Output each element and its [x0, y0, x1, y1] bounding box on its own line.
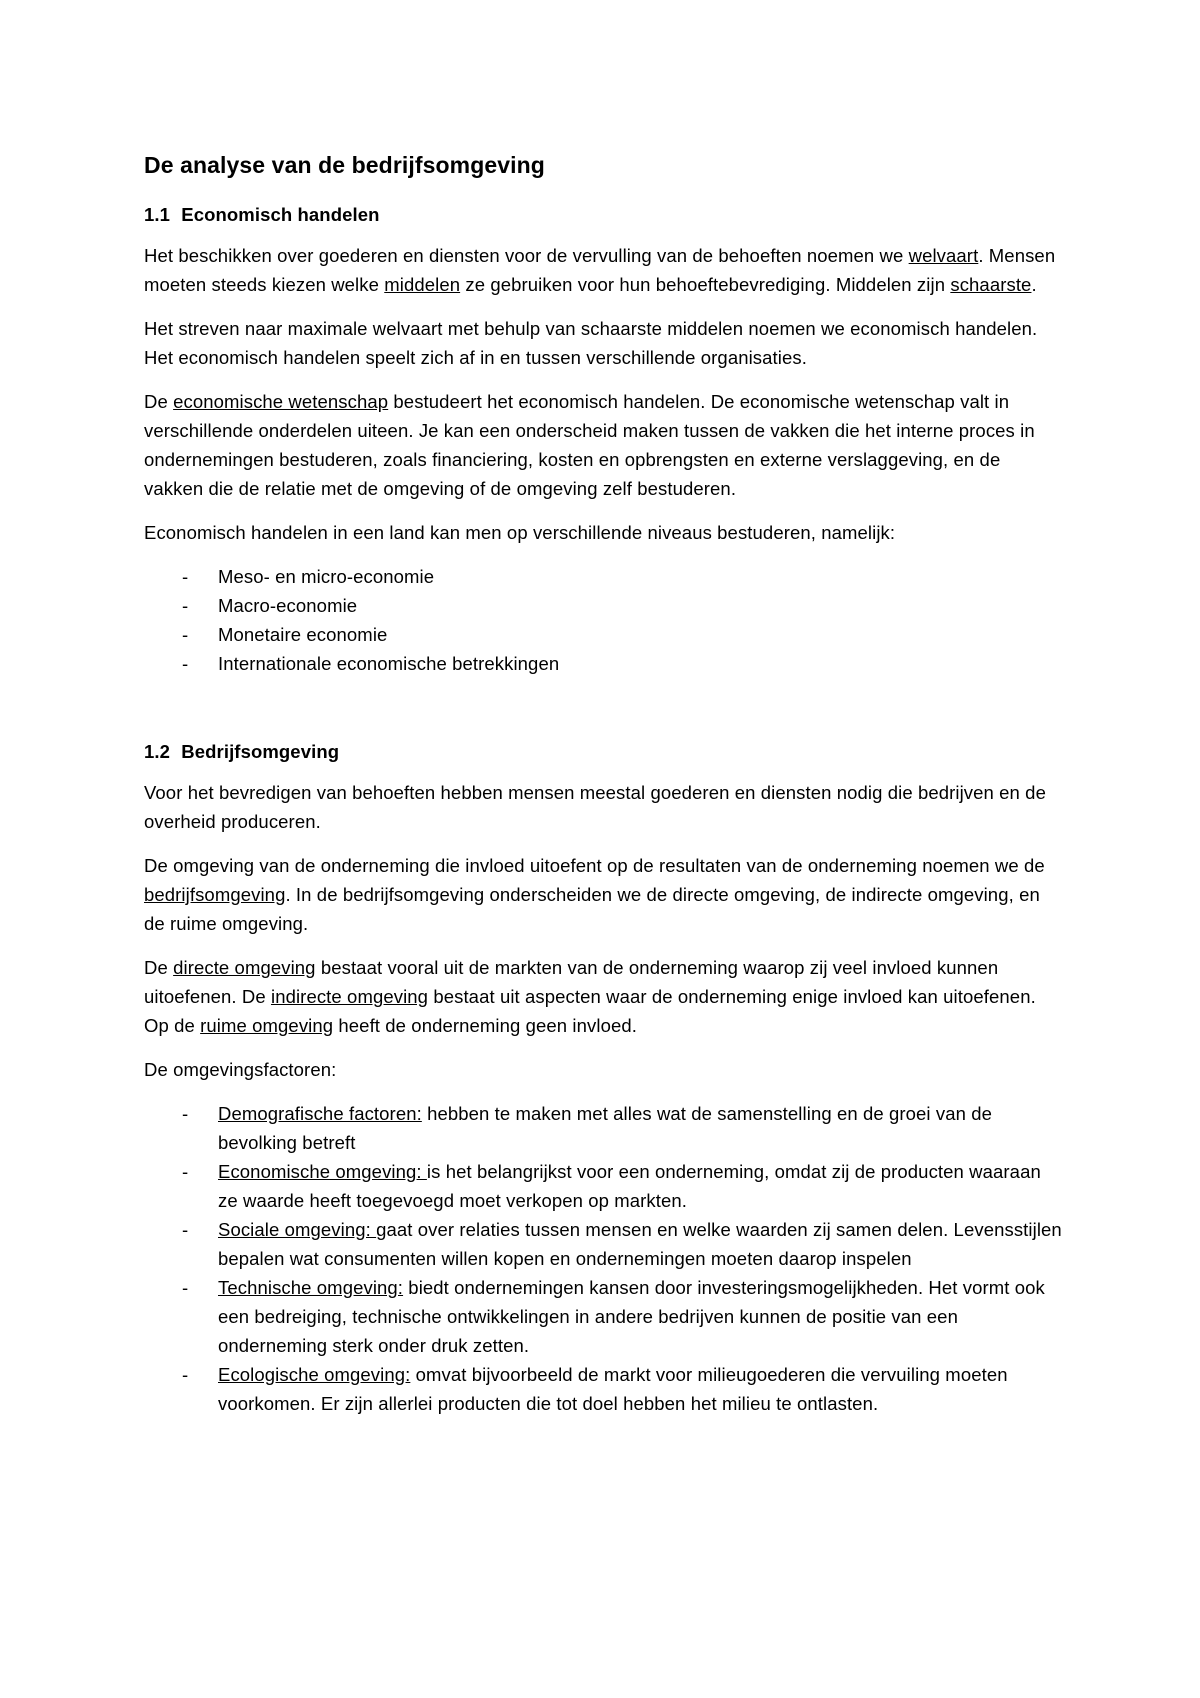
text-run: Het beschikken over goederen en diensten voor de vervulling van de behoeften noemen we	[144, 245, 909, 266]
section-spacer	[144, 693, 1064, 737]
bullet-dash: -	[182, 1103, 189, 1124]
paragraph-omgevingen	[144, 953, 1064, 1040]
text-run: . Mensen moeten steeds kiezen welke	[144, 245, 1056, 295]
bullet-dash: -	[182, 1219, 189, 1240]
text-run: . In de bedrijfsomgeving onderscheiden we de directe omgeving, de indirecte omgeving, en de ruime omgeving.	[144, 884, 1040, 934]
section-number: 1.2	[144, 741, 171, 762]
factor-term: Economische omgeving:	[218, 1161, 427, 1182]
bullet-dash: -	[182, 595, 189, 616]
underlined-term: schaarste	[950, 274, 1032, 295]
list-item-text: Internationale economische betrekkingen	[218, 653, 560, 674]
underlined-term: indirecte omgeving	[270, 986, 429, 1007]
text-run: De omgeving van de onderneming die invloed uitoefent op de resultaten van de onderneming noemen we de	[144, 855, 1045, 876]
factors-list	[144, 1099, 1064, 1418]
section-heading-1-1	[144, 200, 1064, 229]
text-run: De	[144, 391, 174, 412]
underlined-term: economische wetenschap	[173, 391, 389, 412]
text-run: De	[144, 957, 174, 978]
underlined-term: bedrijfsomgeving	[144, 884, 286, 905]
bullet-dash: -	[182, 653, 189, 674]
list-item	[144, 1157, 1064, 1215]
levels-list	[144, 562, 1064, 678]
factor-text: biedt ondernemingen kansen door investeringsmogelijkheden. Het vormt ook een bedreiging, technische ontwikkelingen in andere bedrijven kunnen de positie van een onderneming sterk onder druk zetten.	[218, 1277, 1045, 1356]
factor-text: gaat over relaties tussen mensen en welke waarden zij samen delen. Levensstijlen bepalen wat consumenten willen kopen en ondernemingen moeten daarop inspelen	[218, 1219, 1062, 1269]
paragraph-economisch-handelen: Het streven naar maximale welvaart met behulp van schaarste middelen noemen we economisch handelen. Het economisch handelen speelt zich af in en tussen verschillende organisaties.	[144, 318, 1038, 368]
underlined-term: ruime omgeving	[200, 1015, 334, 1036]
factor-term: Technische omgeving:	[218, 1277, 404, 1298]
list-item	[144, 1273, 1064, 1360]
list-item	[144, 649, 1064, 678]
paragraph-behoeften: Voor het bevredigen van behoeften hebben mensen meestal goederen en diensten nodig die bedrijven en de overheid produceren.	[144, 782, 1046, 832]
factor-text: is het belangrijkst voor een onderneming, omdat zij de producten waaraan ze waarde heeft toegevoegd moet verkopen op markten.	[218, 1161, 1041, 1211]
bullet-dash: -	[182, 624, 189, 645]
list-item-text: Monetaire economie	[218, 624, 388, 645]
bullet-dash: -	[182, 1161, 189, 1182]
paragraph-welvaart	[144, 241, 1064, 299]
factor-term: Ecologische omgeving:	[218, 1364, 411, 1385]
text-run: bestaat vooral uit de markten van de onderneming waarop zij veel invloed kunnen uitoefenen. De	[144, 957, 999, 1007]
paragraph-economische-wetenschap	[144, 387, 1064, 503]
underlined-term: directe omgeving	[173, 957, 316, 978]
factor-term: Demografische factoren:	[218, 1103, 422, 1124]
list-item	[144, 1099, 1064, 1157]
section-heading-1-2	[144, 737, 1064, 766]
paragraph-niveaus: Economisch handelen in een land kan men op verschillende niveaus bestuderen, namelijk:	[144, 522, 896, 543]
list-item	[144, 591, 1064, 620]
bullet-dash: -	[182, 1277, 189, 1298]
section-number: 1.1	[144, 204, 171, 225]
section-title: Economisch handelen	[181, 204, 380, 225]
section-title: Bedrijfsomgeving	[181, 741, 340, 762]
bullet-dash: -	[182, 1364, 189, 1385]
paragraph-bedrijfsomgeving	[144, 851, 1064, 938]
text-run: ze gebruiken voor hun behoeftebevrediging. Middelen zijn	[460, 274, 951, 295]
list-item	[144, 562, 1064, 591]
factor-text: hebben te maken met alles wat de samenstelling en de groei van de bevolking betreft	[218, 1103, 993, 1153]
list-item-text: Macro-economie	[218, 595, 358, 616]
document-title: De analyse van de bedrijfsomgeving	[144, 152, 545, 178]
factor-text: omvat bijvoorbeeld de markt voor milieugoederen die vervuiling moeten voorkomen. Er zijn allerlei producten die tot doel hebben het milieu te ontlasten.	[218, 1364, 1008, 1414]
paragraph-omgevingsfactoren: De omgevingsfactoren:	[144, 1059, 337, 1080]
list-item-text: Meso- en micro-economie	[218, 566, 435, 587]
text-run: bestudeert het economisch handelen. De economische wetenschap valt in verschillende onderdelen uiteen. Je kan een onderscheid maken tussen de vakken die het interne proces in ondernemingen bestuderen, zoals financiering, kosten en opbrengsten en externe verslaggeving, en de vakken die de relatie met de omgeving of de omgeving zelf bestuderen.	[144, 391, 1035, 499]
underlined-term: middelen	[384, 274, 461, 295]
underlined-term: welvaart	[908, 245, 979, 266]
text-run: bestaat uit aspecten waar de onderneming enige invloed kan uitoefenen. Op de	[144, 986, 1036, 1036]
list-item	[144, 620, 1064, 649]
text-run: .	[1031, 274, 1037, 295]
text-run: heeft de onderneming geen invloed.	[333, 1015, 637, 1036]
list-item	[144, 1360, 1064, 1418]
list-item	[144, 1215, 1064, 1273]
factor-term: Sociale omgeving:	[218, 1219, 377, 1240]
bullet-dash: -	[182, 566, 189, 587]
document-page	[144, 150, 1064, 1433]
